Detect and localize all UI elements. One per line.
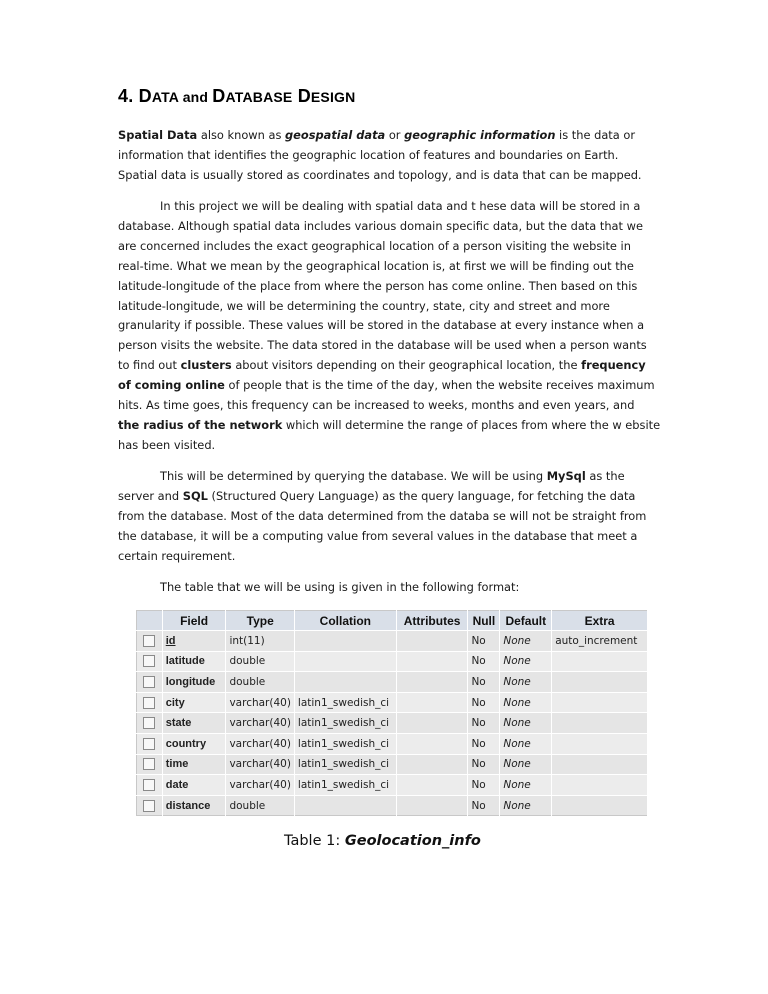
attributes-cell	[396, 692, 468, 713]
term-coming-online: of coming online	[118, 378, 225, 393]
header-cell: Attributes	[396, 611, 468, 631]
default-cell: None	[500, 733, 552, 754]
row-select-cell	[137, 754, 163, 775]
attributes-cell	[396, 795, 468, 816]
header-checkbox-col	[137, 611, 163, 631]
row-checkbox[interactable]	[143, 717, 155, 729]
extra-cell	[552, 651, 648, 672]
null-cell: No	[468, 672, 500, 693]
null-cell: No	[468, 733, 500, 754]
field-name: time	[162, 754, 226, 775]
header-cell: Collation	[294, 611, 396, 631]
table-row	[137, 651, 648, 672]
term-sql: SQL	[182, 488, 208, 503]
attributes-cell	[396, 713, 468, 734]
header-cell: Field	[162, 611, 226, 631]
row-select-cell	[137, 651, 163, 672]
default-cell: None	[500, 672, 552, 693]
attributes-cell	[396, 672, 468, 693]
text-line: the database, it will be a computing value from several values in the database that meet a	[118, 528, 638, 543]
field-name: country	[162, 733, 226, 754]
null-cell: No	[468, 651, 500, 672]
row-checkbox[interactable]	[143, 758, 155, 770]
default-cell: None	[500, 795, 552, 816]
text-line: granularity if possible. These values will be stored in the database at every instance when a	[118, 318, 645, 333]
row-checkbox[interactable]	[143, 697, 155, 709]
attributes-cell	[396, 754, 468, 775]
collation-cell	[294, 651, 396, 672]
field-name: latitude	[162, 651, 226, 672]
type-cell: varchar(40)	[226, 775, 294, 796]
text-line: In this project we will be dealing with spatial data and t hese data will be stored in a	[160, 199, 641, 213]
row-select-cell	[137, 631, 163, 652]
table-row	[137, 754, 648, 775]
heading-part: and	[178, 89, 213, 105]
heading-part: ATA	[151, 89, 179, 105]
heading-part: ATABASE	[225, 89, 293, 105]
collation-cell	[294, 795, 396, 816]
row-select-cell	[137, 692, 163, 713]
row-checkbox[interactable]	[143, 738, 155, 750]
paragraph-table-intro	[118, 578, 654, 598]
row-checkbox[interactable]	[143, 676, 155, 688]
null-cell: No	[468, 754, 500, 775]
collation-cell: latin1_swedish_ci	[294, 692, 396, 713]
text-line	[118, 376, 654, 396]
text-line: information that identifies the geographic location of features and boundaries on Earth.	[118, 147, 619, 162]
text-line	[118, 356, 654, 376]
type-cell: varchar(40)	[226, 754, 294, 775]
extra-cell	[552, 692, 648, 713]
text-line: from the database. Most of the data determined from the databa se will not be straight from	[118, 508, 647, 523]
extra-cell	[552, 672, 648, 693]
extra-cell	[552, 754, 648, 775]
text-line	[118, 126, 654, 146]
text-line: latitude-longitude, we will be determining the country, state, city and street and more	[118, 298, 610, 313]
header-cell: Type	[226, 611, 294, 631]
text-line: latitude-longitude of the place from where the person has come online. Then based on this	[118, 278, 638, 293]
collation-cell	[294, 672, 396, 693]
text-run: as the	[585, 469, 625, 483]
text-run: is the data or	[555, 128, 636, 142]
table-caption	[284, 833, 481, 849]
null-cell: No	[468, 775, 500, 796]
field-name: city	[162, 692, 226, 713]
table-row	[137, 775, 648, 796]
null-cell: No	[468, 795, 500, 816]
collation-cell: latin1_swedish_ci	[294, 754, 396, 775]
extra-cell: auto_increment	[552, 631, 648, 652]
null-cell: No	[468, 692, 500, 713]
row-checkbox[interactable]	[143, 779, 155, 791]
default-cell: None	[500, 754, 552, 775]
row-select-cell	[137, 733, 163, 754]
row-select-cell	[137, 713, 163, 734]
header-cell: Null	[468, 611, 500, 631]
type-cell: int(11)	[226, 631, 294, 652]
text-line: database. Although spatial data includes various domain specific data, but the data that we	[118, 218, 643, 233]
caption-table-name: Geolocation_info	[344, 833, 481, 849]
term-frequency: frequency	[581, 358, 646, 373]
term-geographic-information: geographic information	[404, 128, 556, 142]
paragraph-querying	[118, 467, 654, 567]
null-cell: No	[468, 713, 500, 734]
attributes-cell	[396, 775, 468, 796]
table-row	[137, 795, 648, 816]
text-run: also known as	[197, 128, 286, 142]
attributes-cell	[396, 651, 468, 672]
type-cell: double	[226, 651, 294, 672]
attributes-cell	[396, 631, 468, 652]
section-number: 4.	[118, 86, 134, 106]
text-line	[118, 416, 661, 436]
table-header-row	[137, 611, 648, 631]
section-heading	[118, 86, 355, 107]
field-name: distance	[162, 795, 226, 816]
default-cell: None	[500, 631, 552, 652]
paragraph-spatial-data	[118, 126, 654, 186]
type-cell: double	[226, 672, 294, 693]
term-mysql: MySql	[546, 469, 586, 483]
row-checkbox[interactable]	[143, 655, 155, 667]
term-spatial-data: Spatial Data	[118, 128, 198, 142]
field-name: id	[162, 631, 226, 652]
extra-cell	[552, 775, 648, 796]
text-line	[118, 487, 654, 507]
geolocation-table	[136, 610, 648, 816]
paragraph-project-description	[118, 197, 661, 456]
collation-cell: latin1_swedish_ci	[294, 775, 396, 796]
text-line: certain requirement.	[118, 548, 236, 563]
default-cell: None	[500, 713, 552, 734]
row-checkbox[interactable]	[143, 635, 155, 647]
extra-cell	[552, 795, 648, 816]
text-line: person visits the website. The data stored in the database will be used when a person wants	[118, 338, 647, 353]
term-clusters: clusters	[180, 358, 232, 373]
type-cell: varchar(40)	[226, 733, 294, 754]
field-name: date	[162, 775, 226, 796]
type-cell: varchar(40)	[226, 713, 294, 734]
row-checkbox[interactable]	[143, 800, 155, 812]
text-line: Spatial data is usually stored as coordinates and topology, and is data that can be mapped.	[118, 167, 642, 182]
null-cell: No	[468, 631, 500, 652]
default-cell: None	[500, 775, 552, 796]
table-row	[137, 713, 648, 734]
collation-cell	[294, 631, 396, 652]
table-row	[137, 631, 648, 652]
default-cell: None	[500, 651, 552, 672]
table-row	[137, 733, 648, 754]
type-cell: double	[226, 795, 294, 816]
text-line	[118, 467, 654, 487]
text-line: real-time. What we mean by the geographical location is, at first we will be finding out the	[118, 258, 634, 273]
text-run: (Structured Query Language) as the query language, for fetching the data	[207, 488, 636, 503]
heading-part: D	[212, 86, 226, 106]
field-name: longitude	[162, 672, 226, 693]
text-run: or	[385, 128, 405, 142]
collation-cell: latin1_swedish_ci	[294, 713, 396, 734]
header-cell: Extra	[552, 611, 648, 631]
caption-prefix: Table 1:	[284, 833, 345, 849]
row-select-cell	[137, 672, 163, 693]
text-line: has been visited.	[118, 437, 216, 452]
text-run: This will be determined by querying the database. We will be using	[160, 469, 547, 483]
attributes-cell	[396, 733, 468, 754]
text-line: hits. As time goes, this frequency can be increased to weeks, months and even years, and	[118, 398, 635, 413]
text-run: of people that is the time of the day, when the website receives maximum	[224, 378, 655, 393]
heading-part: D	[297, 86, 311, 106]
text-run: to find out	[118, 358, 181, 373]
heading-part: D	[138, 86, 152, 106]
row-select-cell	[137, 795, 163, 816]
term-geospatial-data: geospatial data	[285, 128, 386, 142]
text-line: The table that we will be using is given in the following format:	[160, 580, 520, 594]
text-run: which will determine the range of places from where the w ebsite	[282, 417, 661, 432]
collation-cell: latin1_swedish_ci	[294, 733, 396, 754]
heading-part: ESIGN	[310, 89, 356, 105]
text-run: server and	[118, 488, 183, 503]
default-cell: None	[500, 692, 552, 713]
table-row	[137, 692, 648, 713]
header-cell: Default	[500, 611, 552, 631]
type-cell: varchar(40)	[226, 692, 294, 713]
table-row	[137, 672, 648, 693]
term-network-radius: the radius of the network	[118, 417, 283, 432]
text-run: about visitors depending on their geographical location, the	[231, 358, 582, 373]
field-name: state	[162, 713, 226, 734]
row-select-cell	[137, 775, 163, 796]
text-line: are concerned includes the exact geographical location of a person visiting the website in	[118, 238, 631, 253]
extra-cell	[552, 733, 648, 754]
extra-cell	[552, 713, 648, 734]
